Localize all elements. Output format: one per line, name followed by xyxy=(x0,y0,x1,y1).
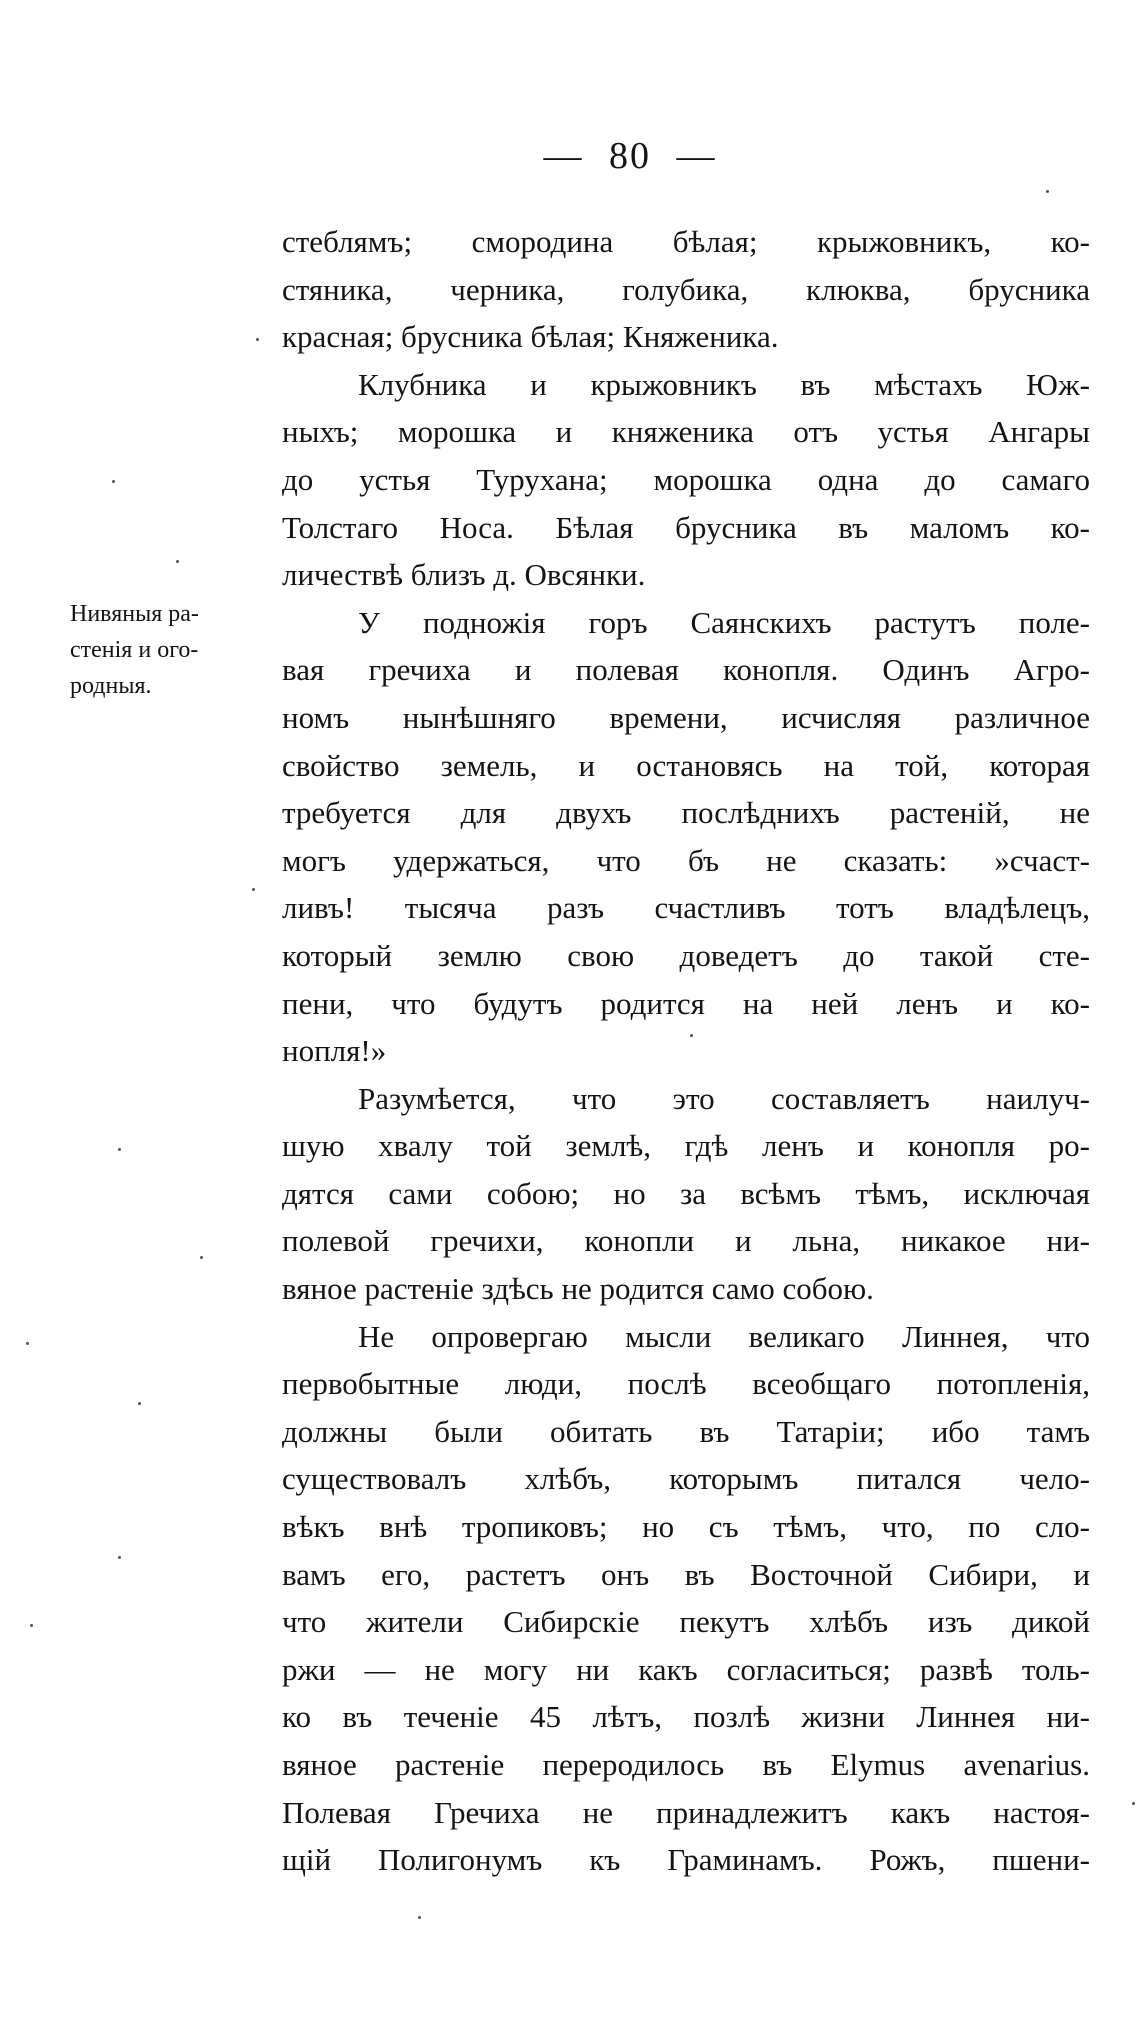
text-line: Разумѣется, что это составляетъ наилуч- xyxy=(358,1080,1090,1116)
text-line: Толстаго Носа. Бѣлая брусника въ маломъ ко- xyxy=(282,509,1090,545)
text-line: стеблямъ; смородина бѣлая; крыжовникъ, ко- xyxy=(282,224,1090,259)
scan-speck xyxy=(1046,190,1049,193)
page-number-dash-right: — xyxy=(676,135,717,177)
text-line: Не опровергаю мысли великаго Линнея, что xyxy=(358,1318,1090,1354)
margin-note-line: стенія и ого- xyxy=(70,637,199,663)
text-line: ржи — не могу ни какъ согласиться; развѣ толь- xyxy=(282,1651,1090,1687)
text-line: красная; брусника бѣлая; Княженика. xyxy=(282,319,779,355)
text-line: могъ удержаться, что бъ не сказать: »счаст- xyxy=(282,842,1090,878)
text-line: шую хвалу той землѣ, гдѣ ленъ и конопля ро- xyxy=(282,1128,1090,1164)
text-line: номъ нынѣшняго времени, исчисляя различное xyxy=(282,699,1090,735)
text-line: ливъ! тысяча разъ счастливъ тотъ владѣлецъ, xyxy=(282,890,1090,926)
text-line: личествѣ близъ д. Овсянки. xyxy=(282,557,646,593)
text-line: что жители Сибирскіе пекутъ хлѣбъ изъ дикой xyxy=(282,1604,1090,1640)
text-line: существовалъ хлѣбъ, которымъ питался чело- xyxy=(282,1461,1090,1497)
page-number xyxy=(60,134,1140,178)
page-number-dash-left: — xyxy=(543,135,584,177)
scan-speck xyxy=(690,1034,693,1037)
margin-note-line: Нивяныя ра- xyxy=(70,601,199,627)
text-line: пени, что будутъ родится на ней ленъ и ко- xyxy=(282,985,1090,1021)
scan-speck xyxy=(176,560,179,563)
paragraph xyxy=(282,1075,1090,1313)
text-line: дятся сами собою; но за всѣмъ тѣмъ, исключая xyxy=(282,1175,1090,1211)
scan-speck xyxy=(118,1556,121,1559)
paragraph xyxy=(282,218,1090,361)
text-line: первобытные люди, послѣ всеобщаго потопленія, xyxy=(282,1366,1090,1402)
text-line: вамъ его, растетъ онъ въ Восточной Сибири, и xyxy=(282,1556,1090,1592)
paragraph xyxy=(282,1313,1090,1884)
body-text xyxy=(282,218,1090,1884)
paragraph xyxy=(282,361,1090,599)
text-line: нопля!» xyxy=(282,1033,387,1069)
text-line: Клубника и крыжовникъ въ мѣстахъ Юж- xyxy=(358,366,1090,402)
scan-speck xyxy=(30,1624,33,1627)
scan-speck xyxy=(1132,1802,1135,1805)
margin-note-line: родныя. xyxy=(70,673,152,699)
scan-speck xyxy=(138,1402,141,1405)
scan-speck xyxy=(112,480,115,483)
text-line: полевой гречихи, конопли и льна, никакое ни- xyxy=(282,1223,1090,1259)
text-line: должны были обитать въ Татаріи; ибо тамъ xyxy=(282,1413,1090,1449)
text-line: вѣкъ внѣ тропиковъ; но съ тѣмъ, что, по сло- xyxy=(282,1509,1090,1545)
text-line: ко въ теченіе 45 лѣтъ, позлѣ жизни Линнея ни- xyxy=(282,1699,1090,1735)
text-line: вяное растеніе здѣсь не родится само собою. xyxy=(282,1271,874,1307)
page-number-value: 80 xyxy=(609,135,651,177)
margin-note xyxy=(70,596,270,704)
text-line: стяника, черника, голубика, клюква, брусника xyxy=(282,271,1090,307)
text-line: вая гречиха и полевая конопля. Одинъ Агро- xyxy=(282,652,1090,688)
text-line: У подножія горъ Саянскихъ растутъ поле- xyxy=(358,604,1090,640)
text-line: свойство земель, и остановясь на той, которая xyxy=(282,747,1090,783)
text-line: вяное растеніе переродилось въ Elymus avenarius. xyxy=(282,1747,1090,1782)
text-line: щій Полигонумъ къ Граминамъ. Рожъ, пшени- xyxy=(282,1842,1090,1878)
text-line: требуется для двухъ послѣднихъ растеній, не xyxy=(282,795,1090,831)
paragraph xyxy=(282,599,1090,1075)
text-line: который землю свою доведетъ до такой сте- xyxy=(282,937,1090,973)
scan-speck xyxy=(200,1256,203,1259)
text-line: Полевая Гречиха не принадлежитъ какъ настоя- xyxy=(282,1794,1090,1830)
scan-speck xyxy=(252,888,255,891)
text-line: ныхъ; морошка и княженика отъ устья Ангары xyxy=(282,414,1090,450)
scan-speck xyxy=(26,1342,29,1345)
text-line: до устья Турухана; морошка одна до самаго xyxy=(282,461,1090,497)
scan-speck xyxy=(256,338,259,341)
scan-speck xyxy=(118,1148,121,1151)
scan-speck xyxy=(418,1916,421,1919)
